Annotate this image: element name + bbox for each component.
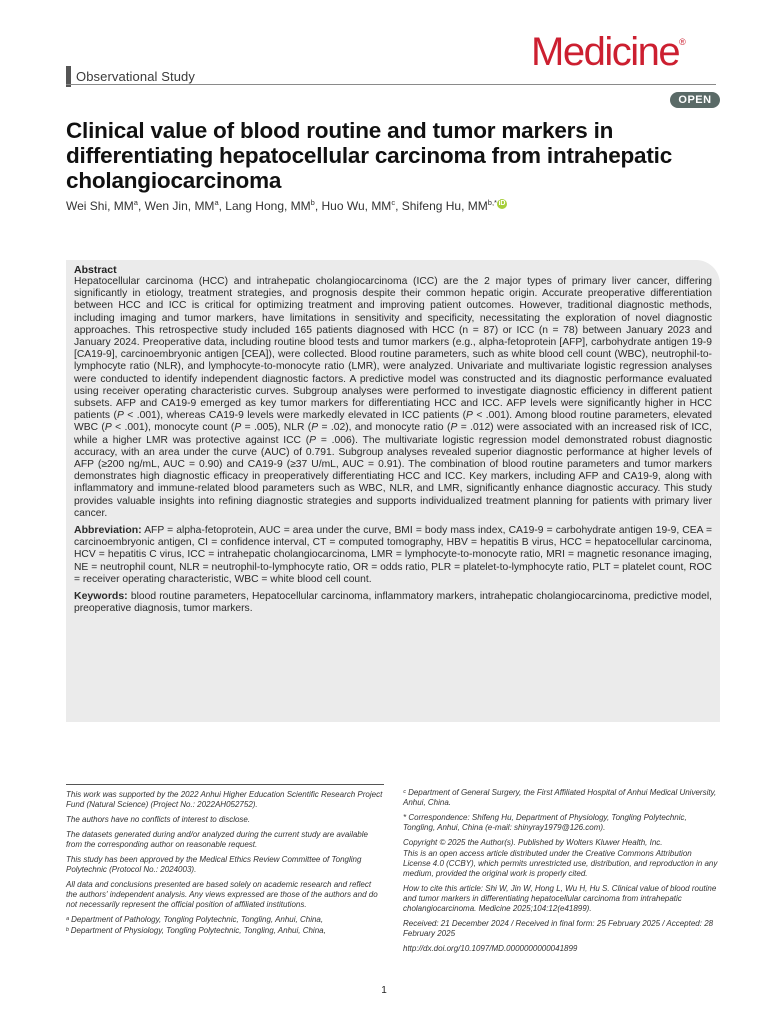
footnote: This is an open access article distributed under the Creative Commons Attribution License 4.0 (CCBY), which permits unrestricted use, distribution, and reproduction in any medium, provided the original work is properly cited. bbox=[403, 849, 718, 878]
section-label: Observational Study bbox=[76, 69, 195, 84]
author-affiliation-sup: c bbox=[391, 198, 396, 207]
p-value-symbol: P bbox=[311, 422, 319, 434]
abstract-text bbox=[74, 276, 712, 520]
author-list: Wei Shi, $MM^a$, Wen Jin, $MM^a$, Lang Hong, $MM^b$, Huo Wu, $MM^c$, Shifeng Hu, $MM^{b,*}$ iD bbox=[66, 198, 506, 213]
abbreviation-block bbox=[74, 524, 712, 586]
abstract-segment: < .001), monocyte count ( bbox=[111, 422, 235, 434]
header-rule bbox=[66, 84, 716, 85]
abstract-box bbox=[66, 260, 720, 722]
abstract-segment: Hepatocellular carcinoma (HCC) and intrahepatic cholangiocarcinoma (ICC) are the 2 major types of primary liver cancer, differing significantly in etiology, treatment strategies, and prognosis despite their common hepatic origin. Accurate preoperative differentiation between HCC and ICC is critical for optimizing treatment and improving patient outcomes. However, traditional diagnostic methods, including imaging and tumor markers, have limitations in sensitivity and specificity, necessitating the exploration of novel diagnostic approaches. This retrospective study included 165 patients diagnosed with HCC (n = 87) or ICC (n = 78) between January 2023 and January 2024. Preoperative data, including routine blood tests and tumor markers (e.g., alpha-fetoprotein [AFP], carbohydrate antigen 19-9 [CA19-9], carcinoembryonic antigen [CEA]), were collected. Blood routine parameters, such as white blood cell count (WBC), neutrophil-to-lymphocyte ratio (NLR), and lymphocyte-to-monocyte ratio (LMR), were analyzed. Univariate and multivariate logistic regression analyses were conducted to identify independent diagnostic factors. A predictive model was constructed and its diagnostic performance evaluated using receiver operating characteristic curves. Subgroup analyses were performed to investigate diagnostic efficiency in different patient subsets. AFP and CA19-9 emerged as key tumor markers for differentiating HCC and ICC. AFP levels were significantly higher in HCC patients ( bbox=[74, 276, 712, 422]
footnotes-left bbox=[66, 784, 384, 941]
author-name: Wei Shi, MM bbox=[66, 199, 134, 213]
p-value-symbol: P bbox=[450, 422, 458, 434]
keywords-text: blood routine parameters, Hepatocellular carcinoma, inflammatory markers, intrahepatic cholangiocarcinoma, predictive model, preoperative diagnosis, tumor markers. bbox=[74, 591, 712, 615]
p-value-symbol: P bbox=[234, 422, 242, 434]
footnote: This study has been approved by the Medical Ethics Review Committee of Tongling Polytechnic (Protocol No.: 2024003). bbox=[66, 855, 362, 874]
abstract-segment: = .012) were associated with an increased risk of ICC, while a higher LMR was protective against ICC ( bbox=[74, 422, 712, 446]
abbreviation-label: Abbreviation: bbox=[74, 524, 142, 537]
footnote: ᵇ Department of Physiology, Tongling Polytechnic, Tongling, Anhui, China, bbox=[66, 926, 326, 935]
author-affiliation-sup: b,* bbox=[487, 198, 497, 207]
author-affiliation-sup: a bbox=[214, 198, 219, 207]
abstract-segment: < .001), whereas CA19-9 levels were markedly elevated in ICC patients ( bbox=[123, 410, 467, 422]
footnote: The datasets generated during and/or analyzed during the current study are available from the corresponding author on reasonable request. bbox=[66, 830, 368, 849]
footnote: All data and conclusions presented are based solely on academic research and reflect the authors' independent analysis. Any views expressed are those of the authors and do not necessarily represent the official position of affiliated institutions. bbox=[66, 880, 378, 909]
page-number: 1 bbox=[381, 985, 387, 996]
abbreviation-text: AFP = alpha-fetoprotein, AUC = area under the curve, BMI = body mass index, CA19-9 = carbohydrate antigen 19-9, CEA = carcinoembryonic antigen, CI = confidence interval, CT = computed tomography, HBV = hepatitis B virus, HCC = hepatocellular carcinoma, HCV = hepatitis C virus, ICC = intrahepatic cholangiocarcinoma, LMR = lymphocyte-to-monocyte ratio, MRI = magnetic resonance imaging, NE = neutrophil count, NLR = neutrophil-to-lymphocyte ratio, OR = odds ratio, PLR = platelet-to-lymphocyte ratio, PLT = platelet count, ROC = receiver operating characteristic, WBC = white blood cell count. bbox=[74, 525, 712, 585]
footnote: The authors have no conflicts of interest to disclose. bbox=[66, 815, 251, 824]
author-name: Wen Jin, MM bbox=[144, 199, 215, 213]
footnotes-right bbox=[403, 784, 721, 959]
footnote: This work was supported by the 2022 Anhui Higher Education Scientific Research Project Fund (Natural Science) (Project No.: 2022AH052752). bbox=[66, 790, 383, 809]
author-name: Shifeng Hu, MM bbox=[401, 199, 488, 213]
article-title: Clinical value of blood routine and tumor markers in differentiating hepatocellular carcinoma from intrahepatic cholangiocarcinoma bbox=[66, 118, 673, 193]
footnote: Received: 21 December 2024 / Received in final form: 25 February 2025 / Accepted: 28 February 2025 bbox=[403, 919, 714, 938]
footnote[interactable]: http://dx.doi.org/10.1097/MD.0000000000041899 bbox=[403, 944, 578, 953]
p-value-symbol: P bbox=[104, 422, 112, 434]
open-access-badge: OPEN bbox=[670, 92, 720, 108]
registered-mark: ® bbox=[679, 37, 686, 47]
orcid-icon[interactable]: iD bbox=[498, 200, 506, 207]
author-affiliation-sup: a bbox=[133, 198, 138, 207]
p-value-symbol: P bbox=[466, 410, 473, 422]
footnote: ᵃ Department of Pathology, Tongling Polytechnic, Tongling, Anhui, China, bbox=[66, 915, 324, 924]
footnote: * Correspondence: Shifeng Hu, Department of Physiology, Tongling Polytechnic, Tongling, Anhui, China (e-mail: shinyray1979@126.com). bbox=[403, 813, 687, 832]
footnote: ᶜ Department of General Surgery, the First Affiliated Hospital of Anhui Medical University, Anhui, China. bbox=[403, 788, 717, 807]
journal-logo bbox=[531, 32, 686, 72]
footnote: How to cite this article: Shi W, Jin W, Hong L, Wu H, Hu S. Clinical value of blood routine and tumor markers in differentiating hepatocellular carcinoma from intrahepatic cholangiocarcinoma. Medicine 2025;104:12(e41899). bbox=[403, 884, 717, 913]
footnote: Copyright © 2025 the Author(s). Published by Wolters Kluwer Health, Inc. bbox=[403, 838, 663, 847]
author-affiliation-sup: b bbox=[310, 198, 315, 207]
keywords-label: Keywords: bbox=[74, 590, 128, 603]
journal-name: Medicine bbox=[531, 30, 680, 74]
abstract-segment: < .001). Among blood routine parameters, elevated WBC ( bbox=[74, 410, 712, 434]
abstract-heading: Abstract bbox=[74, 264, 117, 276]
author-name: Huo Wu, MM bbox=[321, 199, 392, 213]
author-name: Lang Hong, MM bbox=[225, 199, 311, 213]
abstract-segment: = .005), NLR ( bbox=[241, 422, 312, 434]
p-value-symbol: P bbox=[116, 410, 124, 422]
abstract-segment: = .02), and monocyte ratio ( bbox=[318, 422, 451, 434]
p-value-symbol: P bbox=[309, 434, 317, 446]
abstract-segment: = .006). The multivariate logistic regression model demonstrated robust diagnostic accuracy, with an area under the curve (AUC) of 0.791. Subgroup analyses revealed superior diagnostic performance at higher levels of AFP (≥200 ng/mL, AUC = 0.90) and CA19-9 (≥37 U/mL, AUC = 0.91). The combination of blood routine parameters and tumor markers demonstrates high diagnostic efficacy in preoperatively differentiating HCC and ICC. Key markers, including AFP and CA19-9, along with inflammatory and immune-related blood parameters such as WBC, NLR, and LMR, significantly enhance diagnostic accuracy. This study provides valuable insights into refining diagnostic strategies and supports individualized treatment planning for patients with primary liver cancer. bbox=[74, 434, 712, 519]
keywords-block bbox=[74, 590, 712, 615]
